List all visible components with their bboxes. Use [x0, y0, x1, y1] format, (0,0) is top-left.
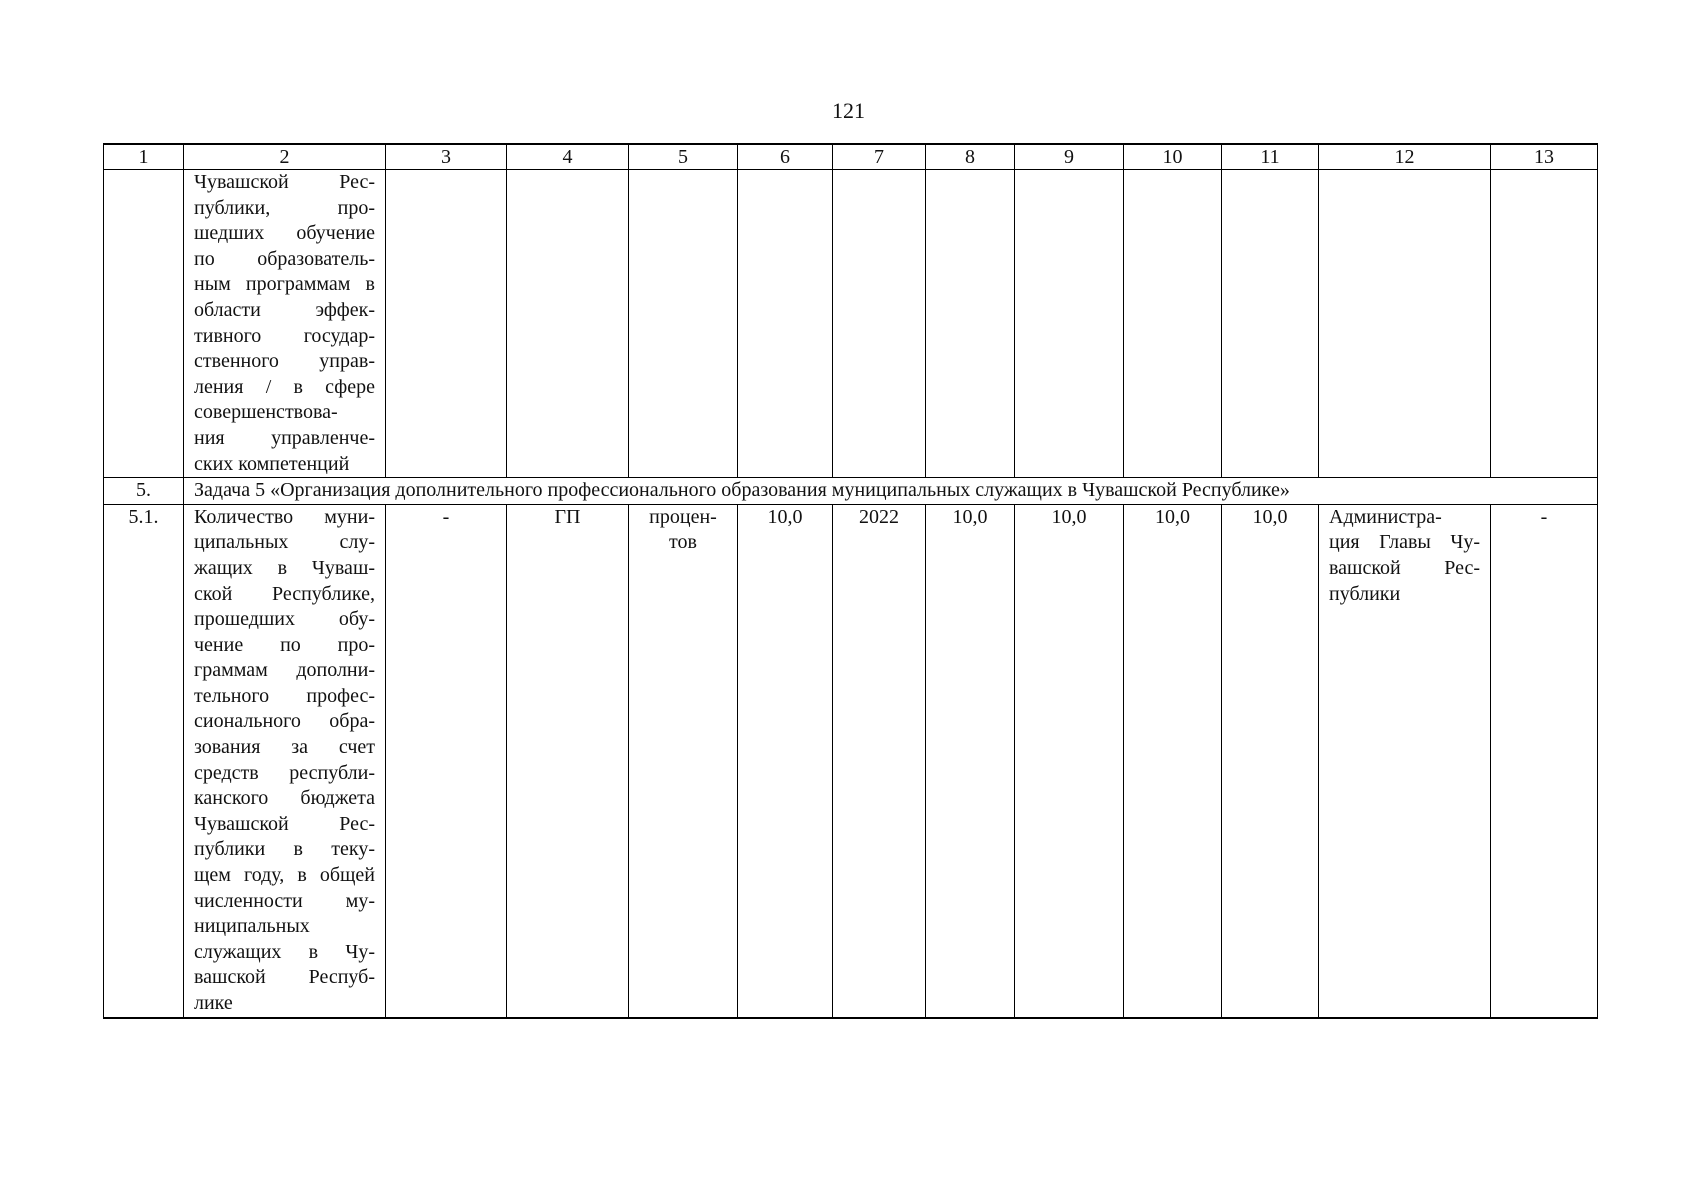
header-col-12: 12: [1319, 144, 1491, 170]
continuation-line: области эффек-: [194, 298, 375, 321]
indicator-name-line: граммам дополни-: [194, 659, 375, 682]
continuation-name-cell: [184, 170, 386, 478]
indicator-name-line: Чувашской Рес-: [194, 812, 375, 835]
continuation-line: совершенствова-: [194, 401, 338, 424]
header-col-1: 1: [104, 144, 184, 170]
continuation-cell: [507, 170, 629, 478]
task-number: 5.: [104, 478, 184, 505]
task-row: [104, 478, 1598, 505]
indicator-number: 5.1.: [104, 504, 184, 1017]
continuation-num-cell: [104, 170, 184, 478]
header-col-2: 2: [184, 144, 386, 170]
continuation-cell: [1491, 170, 1598, 478]
indicator-col-4: ГП: [507, 504, 629, 1017]
header-col-10: 10: [1124, 144, 1222, 170]
indicator-name-line: щем году, в общей: [194, 864, 375, 887]
indicator-name-line: вашской Респуб-: [194, 966, 375, 989]
header-col-3: 3: [386, 144, 507, 170]
indicator-name-line: ской Республике,: [194, 582, 375, 605]
continuation-line: по образователь-: [194, 247, 375, 270]
page-number: 121: [832, 98, 865, 123]
indicator-name-line: лике: [194, 992, 233, 1014]
header-col-9: 9: [1015, 144, 1124, 170]
continuation-line: ственного управ-: [194, 350, 375, 373]
indicator-name-line: публики в теку-: [194, 838, 375, 861]
indicator-col-13: -: [1491, 504, 1598, 1017]
continuation-line: ления / в сфере: [194, 375, 375, 398]
indicator-name-line: служащих в Чу-: [194, 940, 375, 963]
continuation-cell: [1124, 170, 1222, 478]
task-title: Задача 5 «Организация дополнительного профессионального образования муниципальных служащих в Чувашской Республике»: [184, 478, 1598, 505]
indicator-responsible-line: публики: [1329, 582, 1401, 605]
indicator-col-8: 10,0: [926, 504, 1015, 1017]
continuation-cell: [1015, 170, 1124, 478]
indicator-col-3: -: [386, 504, 507, 1017]
continuation-line: Чувашской Рес-: [194, 171, 375, 193]
continuation-line: шедших обучение: [194, 222, 375, 245]
header-col-6: 6: [738, 144, 833, 170]
indicator-name-line: ципальных слу-: [194, 531, 375, 554]
indicator-name-line: сионального обра-: [194, 710, 375, 733]
indicator-col-10: 10,0: [1124, 504, 1222, 1017]
indicator-col-7: 2022: [833, 504, 926, 1017]
indicator-name-line: средств республи-: [194, 761, 375, 784]
continuation-cell: [1319, 170, 1491, 478]
indicator-col-11: 10,0: [1222, 504, 1319, 1017]
indicator-responsible-line: вашской Рес-: [1329, 556, 1480, 579]
continuation-row: [104, 170, 1598, 478]
header-col-13: 13: [1491, 144, 1598, 170]
indicator-name-line: прошедших обу-: [194, 608, 375, 631]
indicator-name-cell: [184, 504, 386, 1017]
indicator-name-line: чение по про-: [194, 633, 375, 656]
continuation-line: тивного государ-: [194, 324, 375, 347]
indicator-name-line: тельного профес-: [194, 684, 375, 707]
indicator-col-6: 10,0: [738, 504, 833, 1017]
indicator-unit-line: тов: [669, 531, 697, 554]
header-col-5: 5: [629, 144, 738, 170]
indicator-name-line: жащих в Чуваш-: [194, 556, 375, 579]
indicators-table: [103, 143, 1598, 1019]
continuation-cell: [926, 170, 1015, 478]
indicator-name-line: Количество муни-: [194, 505, 375, 528]
continuation-cell: [386, 170, 507, 478]
continuation-cell: [833, 170, 926, 478]
indicator-name-line: ниципальных: [194, 915, 310, 938]
indicator-responsible-line: ция Главы Чу-: [1329, 531, 1480, 554]
continuation-line: публики, про-: [194, 196, 375, 219]
indicator-unit-cell: [629, 504, 738, 1017]
continuation-cell: [629, 170, 738, 478]
continuation-line: ния управленче-: [194, 426, 375, 449]
header-row: [104, 144, 1598, 170]
header-col-11: 11: [1222, 144, 1319, 170]
indicator-name-line: канского бюджета: [194, 787, 375, 810]
header-col-8: 8: [926, 144, 1015, 170]
indicator-unit-line: процен-: [649, 505, 717, 528]
continuation-line: ских компетенций: [194, 452, 350, 475]
indicator-row: [104, 504, 1598, 1017]
indicator-responsible-line: Администра-: [1329, 505, 1442, 528]
indicator-col-9: 10,0: [1015, 504, 1124, 1017]
continuation-cell: [738, 170, 833, 478]
continuation-line: ным программам в: [194, 273, 375, 296]
indicator-responsible-cell: [1319, 504, 1491, 1017]
header-col-7: 7: [833, 144, 926, 170]
indicator-name-line: зования за счет: [194, 736, 375, 759]
header-col-4: 4: [507, 144, 629, 170]
continuation-cell: [1222, 170, 1319, 478]
indicator-name-line: численности му-: [194, 889, 375, 912]
